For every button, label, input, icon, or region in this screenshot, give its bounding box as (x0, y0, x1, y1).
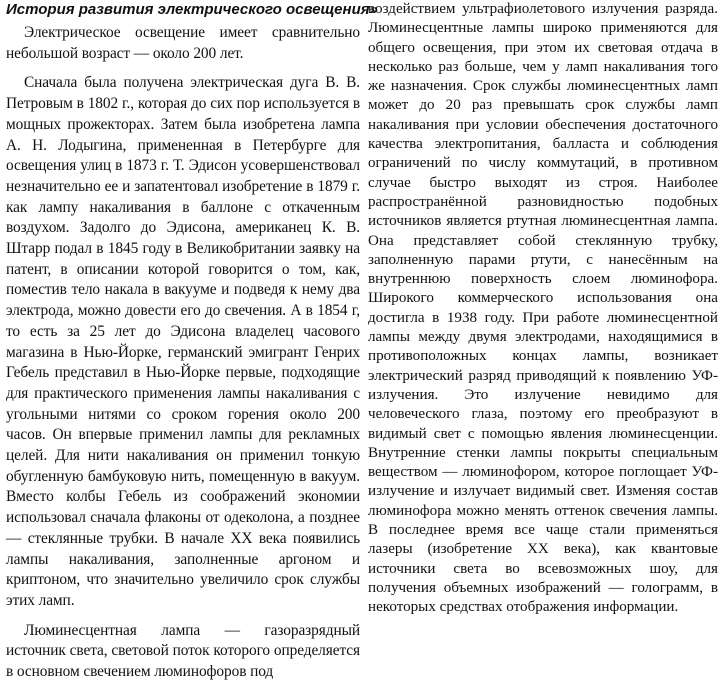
paragraph-fluorescent-start: Люминесцентная лампа — газоразрядный источник света, световой поток которого определяется в основном свечением люминофоров под (6, 621, 360, 681)
right-column (368, 0, 718, 618)
left-column (6, 0, 378, 683)
paragraph-fluorescent-continued: воздействием ультрафиолетового излучения разряда. Люминесцентные лампы широко применяются для общего освещения, при этом их световая отдача в несколько раз больше, чем у ламп накаливания того же назначения. Срок службы люминесцентных ламп может до 20 раз превышать срок службы ламп накаливания при условии обеспечения достаточного качества электропитания, балласта и соблюдения ограничений по числу коммутаций, в противном случае быстро выходят из строя. Наиболее распространённой разновидностью подобных источников является ртутная люминесцентная лампа. Она представляет собой стеклянную трубку, заполненную парами ртути, с нанесённым на внутреннюю поверхность слоем люминофора. Широкого коммерческого использования она достигла в 1938 году. При работе люминесцентной лампы между двумя электродами, находящимися в противоположных концах лампы, возникает электрический разряд приводящий к появлению УФ-излучения. Это излучение невидимо для человеческого глаза, поэтому его преобразуют в видимый свет с помощью явления люминесценции. Внутренние стенки лампы покрыты специальным веществом — люминофором, которое поглощает УФ-излучение и излучает видимый свет. Изменяя состав люминофора можно менять оттенок свечения лампы. В последнее время все чаще стали применяться лазеры (изобретение XX века), как квантовые источники света во всевозможных шоу, для получения объемных изображений — голограмм, в некоторых средствах отображения информации. (368, 1, 718, 616)
paragraph-intro: Электрическое освещение имеет сравнительно небольшой возраст — около 200 лет. (6, 24, 360, 62)
paragraph-history: Сначала была получена электрическая дуга В. В. Петровым в 1802 г., которая до сих пор используется в мощных прожекторах. Затем была изобретена лампа А. Н. Лодыгина, примененная в Петербурге для освещения улиц в 1873 г. Т. Эдисон усовершенствовал незначительно ее и запатентовал изобретение в 1879 г. как лампу накаливания в баллоне с откаченным воздухом. Задолго до Эдисона, американец К. В. Штарр подал в 1845 году в Великобритании заявку на патент, в описании которой говорится о том, как, поместив тело накала в вакууме и подведя к нему два электрода, можно довести его до свечения. А в 1854 г, то есть за 25 лет до Эдисона владелец часового магазина в Нью-Йорке, германский эмигрант Генрих Гебель представил в Нью-Йорке первые, подходящие для практического применения лампы накаливания с угольными нитями со сроком горения около 200 часов. Он впервые применил лампы для рекламных целей. Для нити накаливания он применил тонкую обугленную бамбуковую нить, помещенную в вакуум. Вместо колбы Гебель из соображений экономии использовал сначала флаконы от одеколона, а позднее — стеклянные трубки. В начале XX века появились лампы накаливания, заполненные аргоном и криптоном, что значительно увеличило срок службы этих ламп. (6, 74, 360, 609)
article-title: История развития электрического освещения» (6, 1, 378, 18)
